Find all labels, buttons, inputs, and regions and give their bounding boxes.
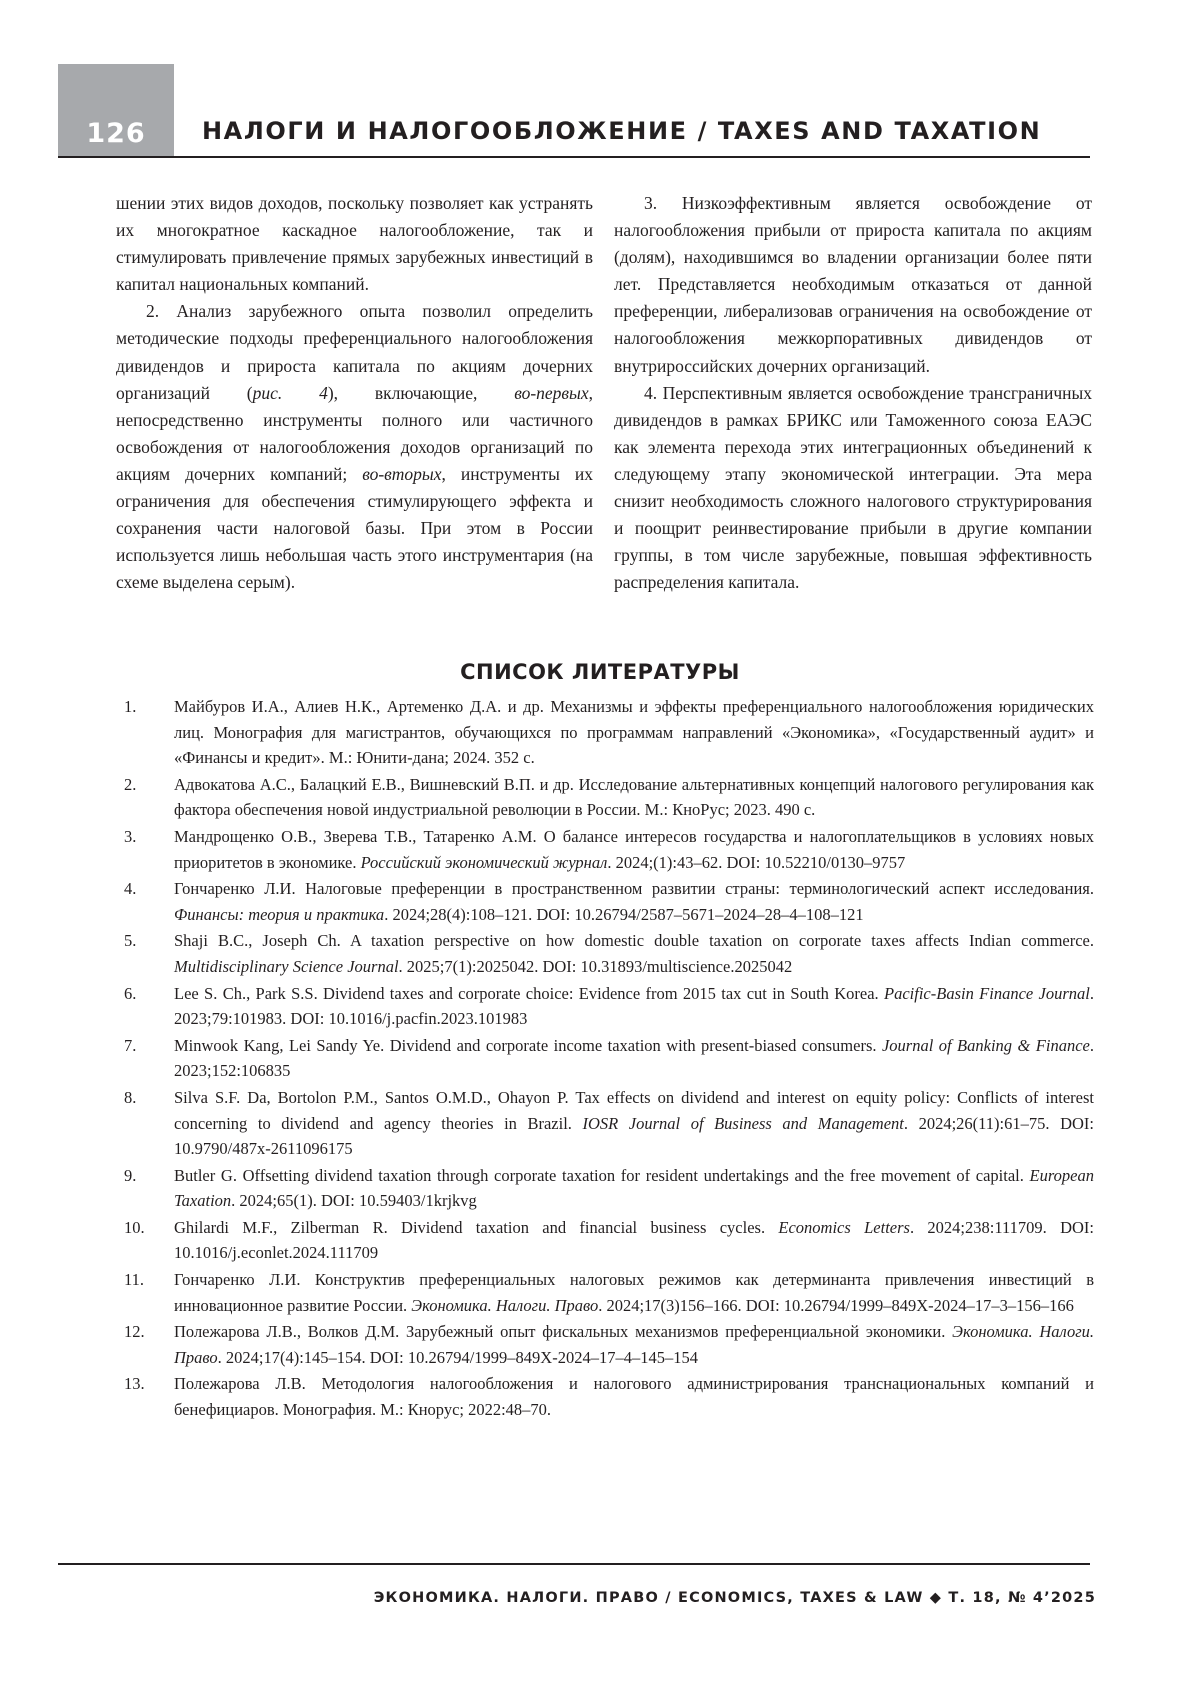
reference-item [124,876,1094,927]
reference-text: Butler G. Offsetting dividend taxation through corporate taxation for resident undertakings and the free movement of capital. European Taxation. 2024;65(1). DOI: 10.59403/1krjkvg [174,1165,1094,1211]
references-heading: СПИСОК ЛИТЕРАТУРЫ [460,660,740,684]
reference-text: Мандрощенко О.В., Зверева Т.В., Татаренко А.М. О балансе интересов государства и налогоплательщиков в условиях новых приоритетов в экономике. Российский экономический журнал. 2024;(1):43–62. DOI: 10.52210/0130–9757 [174,826,1094,872]
paragraph-2: 2. Анализ зарубежного опыта позволил определить методические подходы преференциального налогообложения дивидендов и прироста капитала по акциям дочерних организаций (рис. 4), включающие, во-первых, непосредственно инструменты полного или частичного освобождения от налогообложения доходов организаций по акциям дочерних компаний; во-вторых, инструменты их ограничения для обеспечения стимулирующего эффекта и сохранения части налоговой базы. При этом в России используется лишь небольшая часть этого инструментария (на схеме выделена серым). [116,301,594,593]
reference-item [124,1319,1094,1370]
reference-text: Адвокатова А.С., Балацкий Е.В., Вишневский В.П. и др. Исследование альтернативных концепций налогового регулирования как фактора обеспечения новой индустриальной революции в России. М.: КноРус; 2023. 490 с. [174,774,1094,820]
page-number: 126 [86,118,146,149]
reference-journal: Российский экономический журнал [360,852,608,872]
reference-text: Полежарова Л.В., Волков Д.М. Зарубежный опыт фискальных механизмов преференциальной экономики. Экономика. Налоги. Право. 2024;17(4):145–154. DOI: 10.26794/1999–849X-2024–17–4–145–154 [174,1322,1095,1367]
section-title: НАЛОГИ И НАЛОГООБЛОЖЕНИЕ / TAXES AND TAXATION [202,117,1042,145]
reference-text: Майбуров И.А., Алиев Н.К., Артеменко Д.А. и др. Механизмы и эффекты преференциального налогообложения юридических лиц. Монография для магистрантов, обучающихся по программам направлений «Экономика», «Государственный аудит» и «Финансы и кредит». М.: Юнити-дана; 2024. 352 с. [174,697,1094,768]
references-list [124,694,1094,1424]
reference-journal: Экономика. Налоги. Право [174,1322,1095,1367]
reference-number: 9. [124,1165,137,1185]
reference-journal: Финансы: теория и практика [174,904,385,924]
reference-number: 5. [124,931,137,951]
reference-number: 12. [124,1322,145,1342]
reference-journal: Economics Letters [778,1217,910,1237]
reference-item [124,694,1094,771]
reference-item [124,928,1094,979]
reference-number: 10. [124,1217,145,1237]
reference-text: Ghilardi M.F., Zilberman R. Dividend taxation and financial business cycles. Economics Letters. 2024;238:111709. DOI: 10.1016/j.econlet.2024.111709 [174,1217,1094,1263]
reference-journal: Multidisciplinary Science Journal [174,956,399,976]
header-divider [58,156,1090,158]
paragraph-4: 4. Перспективным является освобождение трансграничных дивидендов в рамках БРИКС или Таможенного союза ЕАЭС как элемента перехода этих интеграционных объединений к следующему этапу экономической интеграции. Эта мера снизит необходимость сложного налогового структурирования и поощрит реинвестирование прибыли в другие компании группы, в том числе зарубежные, повышая эффективность распределения капитала. [614,382,1092,593]
body-column-left [116,190,593,596]
reference-text: Полежарова Л.В. Методология налогообложения и налогового администрирования транснациональных компаний и бенефициаров. Монография. М.: Кнорус; 2022:48–70. [174,1374,1094,1420]
reference-item [124,1163,1094,1214]
reference-number: 6. [124,983,137,1003]
reference-item [124,1033,1094,1084]
journal-footer: ЭКОНОМИКА. НАЛОГИ. ПРАВО / ECONOMICS, TAXES & LAW ◆ Т. 18, № 4’2025 [373,1590,1096,1606]
paragraph-continued: шении этих видов доходов, поскольку позволяет как устранять их многократное каскадное налогообложение, так и стимулировать привлечение прямых зарубежных инвестиций в капитал национальных компаний. [116,193,593,295]
paragraph-3: 3. Низкоэффективным является освобождение от налогообложения прибыли от прироста капитала по акциям (долям), находившимся во владении организации более пяти лет. Представляется необходимым отказаться от данной преференции, либерализовав ограничения на освобождение от налогообложения межкорпоративных дивидендов от внутрироссийских дочерних организаций. [614,193,1092,376]
reference-item [124,772,1094,823]
reference-journal: Экономика. Налоги. Право [411,1295,599,1315]
reference-number: 4. [124,879,137,899]
body-column-right [614,190,1092,596]
reference-text: Silva S.F. Da, Bortolon P.M., Santos O.M.D., Ohayon P. Tax effects on dividend and interest on equity policy: Conflicts of interest concerning to dividend and agency theories in Brazil. IOSR Journal of Business and Management. 2024;26(11):61–75. DOI: 10.9790/487x-2611096175 [174,1087,1094,1159]
reference-number: 11. [124,1270,145,1290]
reference-text: Гончаренко Л.И. Налоговые преференции в пространственном развитии страны: терминологический аспект исследования. Финансы: теория и практика. 2024;28(4):108–121. DOI: 10.26794/2587–5671–2024–28–4–108–121 [174,879,1094,924]
reference-text: Гончаренко Л.И. Конструктив преференциальных налоговых режимов как детерминанта привлечения инвестиций в инновационное развитие России. Экономика. Налоги. Право. 2024;17(3)156–166. DOI: 10.26794/1999–849X-2024–17–3–156–166 [174,1270,1094,1315]
reference-number: 13. [124,1374,145,1394]
reference-number: 8. [124,1087,137,1107]
reference-text: Lee S. Ch., Park S.S. Dividend taxes and corporate choice: Evidence from 2015 tax cut in South Korea. Pacific-Basin Finance Journal. 2023;79:101983. DOI: 10.1016/j.pacfin.2023.101983 [174,983,1095,1029]
reference-text: Minwook Kang, Lei Sandy Ye. Dividend and corporate income taxation with present-biased consumers. Journal of Banking & Finance. 2023;152:106835 [174,1035,1094,1081]
reference-journal: Pacific-Basin Finance Journal [884,983,1090,1003]
reference-number: 1. [124,697,137,716]
reference-item [124,1371,1094,1422]
reference-journal: IOSR Journal of Business and Management [582,1113,904,1133]
reference-journal: European Taxation [174,1165,1094,1211]
reference-number: 3. [124,826,137,846]
footer-divider [58,1563,1090,1565]
reference-number: 2. [124,774,137,794]
reference-item [124,824,1094,875]
reference-item [124,1215,1094,1266]
reference-number: 7. [124,1035,137,1055]
reference-item [124,981,1094,1032]
reference-journal: Journal of Banking & Finance [881,1035,1090,1055]
reference-item [124,1267,1094,1318]
reference-item [124,1085,1094,1162]
reference-text: Shaji B.C., Joseph Ch. A taxation perspective on how domestic double taxation on corporate taxes affects Indian commerce. Multidisciplinary Science Journal. 2025;7(1):2025042. DOI: 10.31893/multiscience.2025042 [174,931,1094,976]
